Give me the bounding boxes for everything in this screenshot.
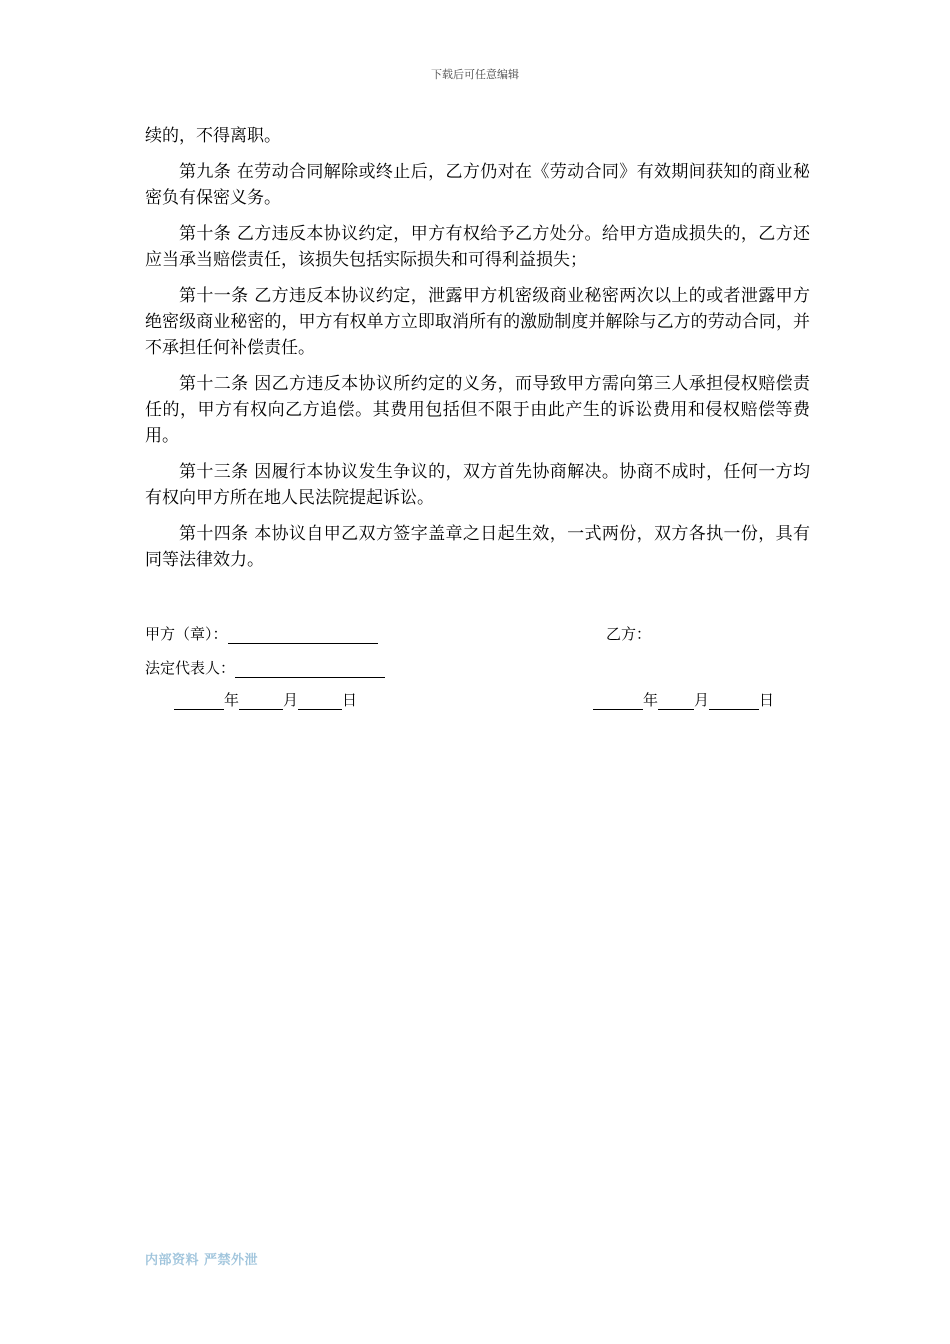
paragraph-continuation: 续的，不得离职。 bbox=[145, 126, 281, 146]
party-b-signature bbox=[606, 624, 651, 644]
legal-rep-signature-line[interactable] bbox=[235, 661, 385, 678]
party-a-signature-line[interactable] bbox=[228, 627, 378, 644]
confidential-footer: 内部资料 严禁外泄 bbox=[145, 1253, 259, 1268]
header-note: 下载后可任意编辑 bbox=[431, 68, 519, 81]
party-a-month-line[interactable] bbox=[239, 693, 283, 710]
day-label: 日 bbox=[342, 691, 358, 709]
party-b-date bbox=[593, 690, 774, 710]
article-10: 第十条 乙方违反本协议约定，甲方有权给予乙方处分。给甲方造成损失的，乙方还应当承当赔偿责任，该损失包括实际损失和可得利益损失； bbox=[145, 224, 810, 270]
month-label: 月 bbox=[694, 691, 710, 709]
day-label: 日 bbox=[759, 691, 775, 709]
legal-rep-label: 法定代表人： bbox=[145, 659, 236, 677]
party-b-month-line[interactable] bbox=[658, 693, 694, 710]
agreement-body bbox=[145, 123, 810, 583]
party-a-signature bbox=[145, 624, 378, 644]
article-11: 第十一条 乙方违反本协议约定，泄露甲方机密级商业秘密两次以上的或者泄露甲方绝密级商业秘密的，甲方有权单方立即取消所有的激励制度并解除与乙方的劳动合同，并不承担任何补偿责任。 bbox=[145, 286, 810, 358]
party-b-day-line[interactable] bbox=[709, 693, 759, 710]
party-b-year-line[interactable] bbox=[593, 693, 643, 710]
article-12: 第十二条 因乙方违反本协议所约定的义务，而导致甲方需向第三人承担侵权赔偿责任的，甲方有权向乙方追偿。其费用包括但不限于由此产生的诉讼费用和侵权赔偿等费用。 bbox=[145, 374, 810, 446]
year-label: 年 bbox=[224, 691, 240, 709]
party-b-label: 乙方： bbox=[606, 625, 652, 643]
party-a-year-line[interactable] bbox=[174, 693, 224, 710]
party-a-date bbox=[174, 690, 357, 710]
party-a-label: 甲方（章）： bbox=[145, 625, 228, 643]
year-label: 年 bbox=[643, 691, 659, 709]
article-13: 第十三条 因履行本协议发生争议的，双方首先协商解决。协商不成时，任何一方均有权向甲方所在地人民法院提起诉讼。 bbox=[145, 462, 810, 508]
month-label: 月 bbox=[283, 691, 299, 709]
article-9: 第九条 在劳动合同解除或终止后，乙方仍对在《劳动合同》有效期间获知的商业秘密负有保密义务。 bbox=[145, 162, 810, 208]
legal-rep-signature bbox=[145, 658, 385, 678]
article-14: 第十四条 本协议自甲乙双方签字盖章之日起生效，一式两份，双方各执一份，具有同等法律效力。 bbox=[145, 524, 810, 570]
party-a-day-line[interactable] bbox=[298, 693, 342, 710]
